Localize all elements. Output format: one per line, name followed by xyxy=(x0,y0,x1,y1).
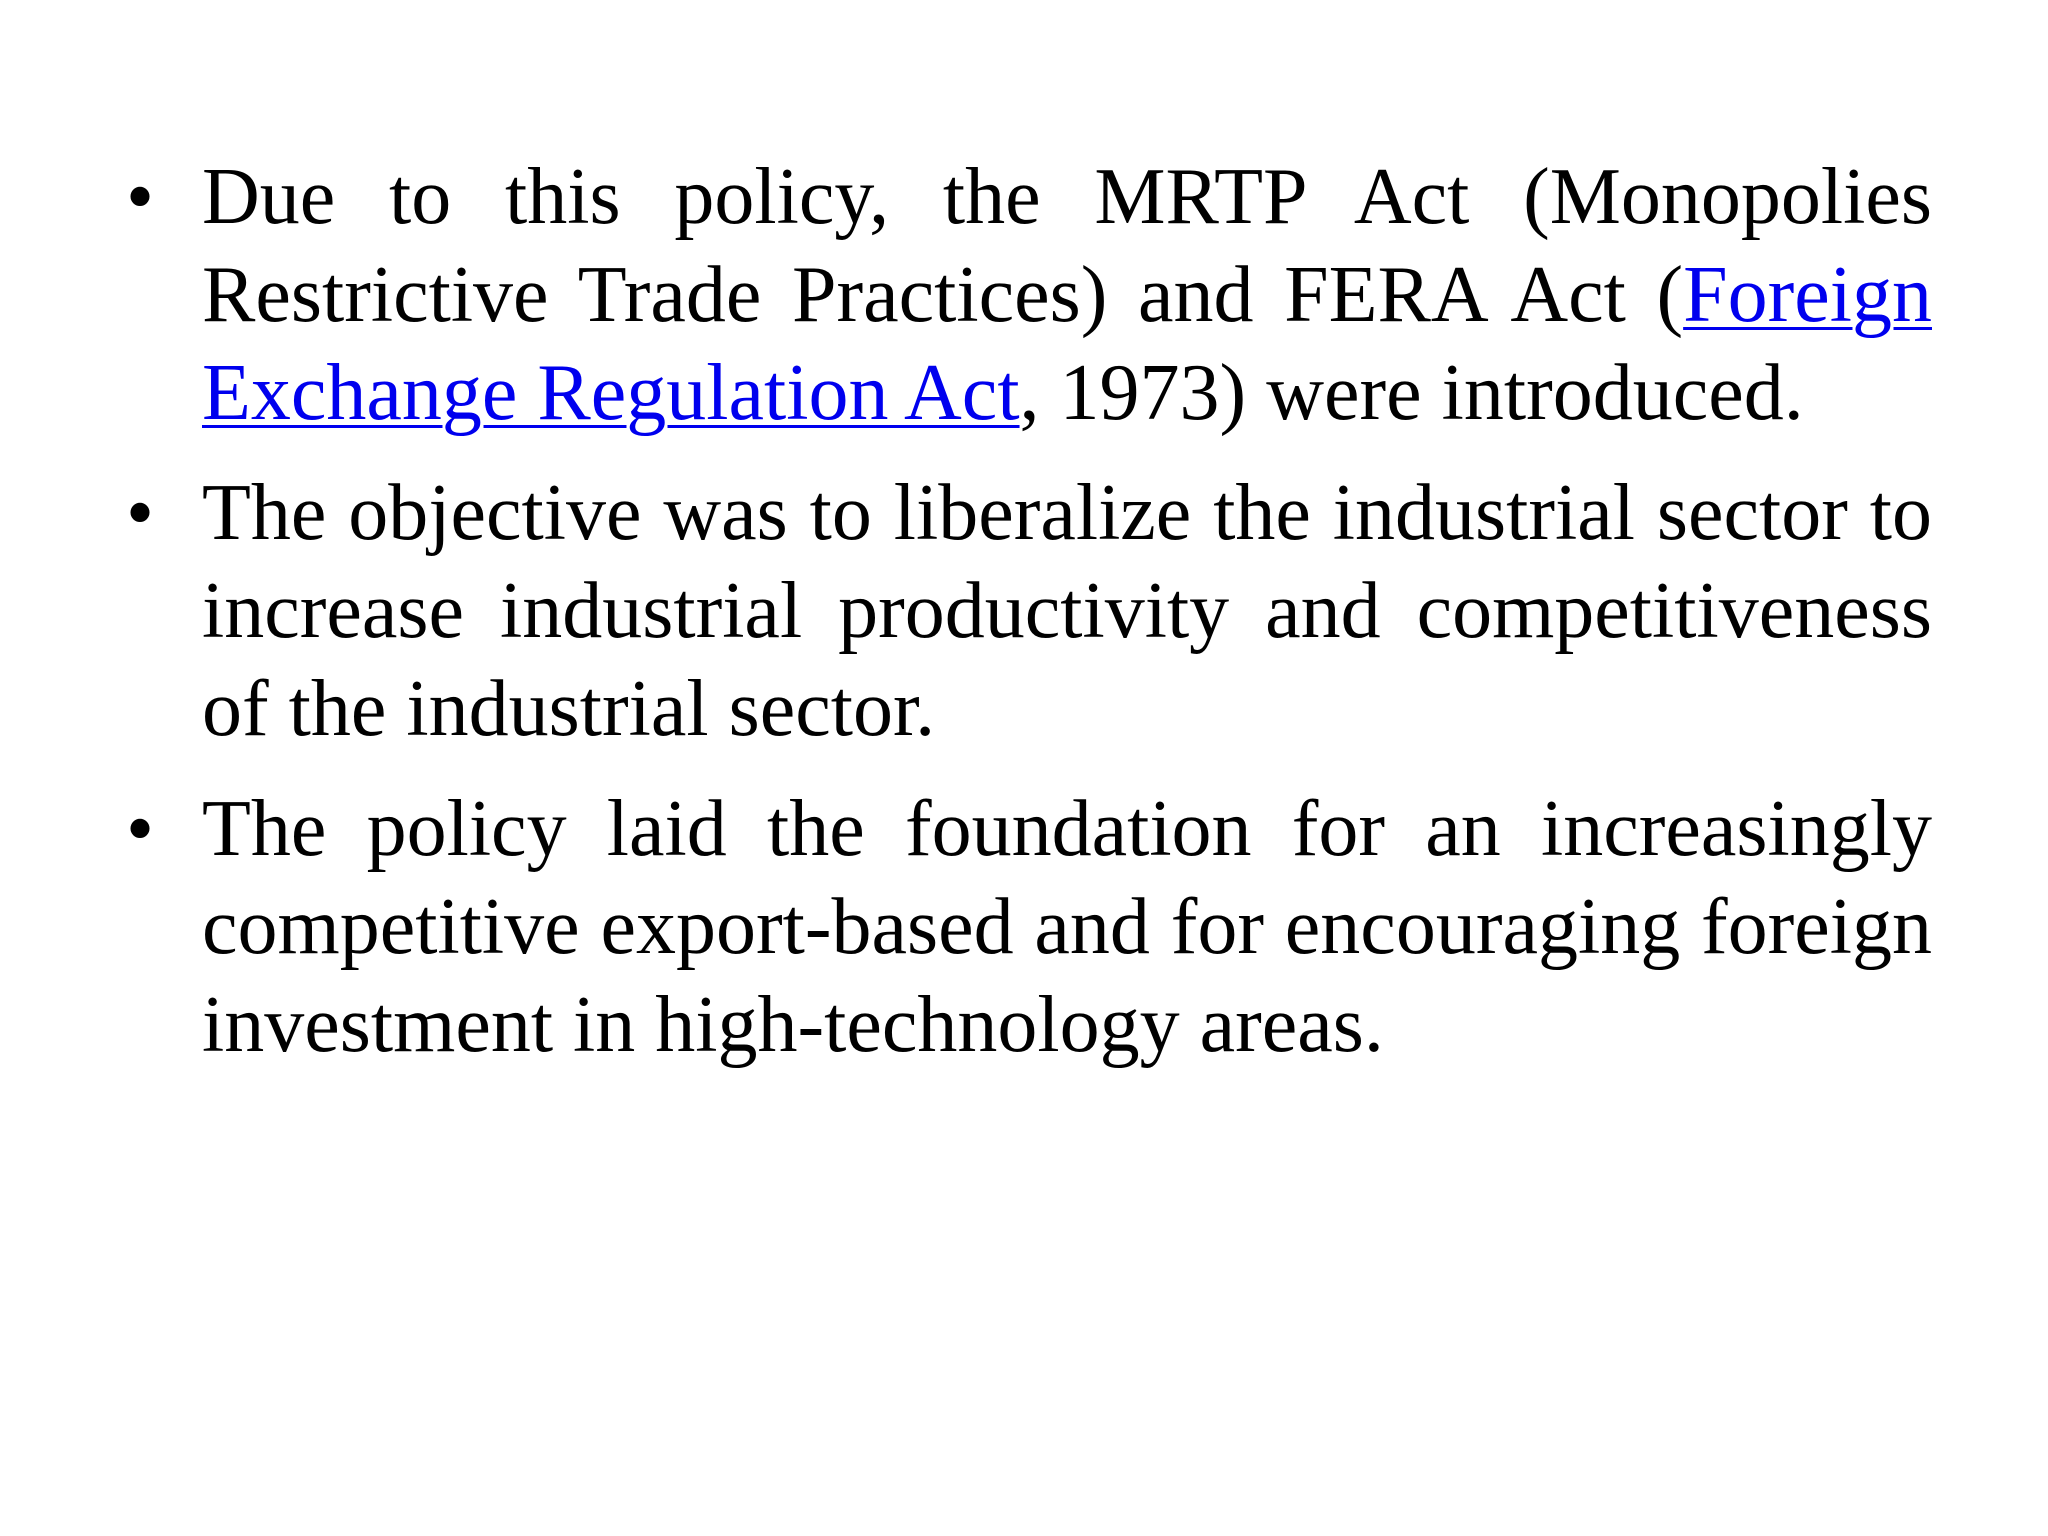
bullet-text-1-after-link: , 1973) were introduced. xyxy=(1019,349,1804,437)
bullet-text-3: The policy laid the foundation for an increasingly competitive export-based and for encouraging foreign investment in high-technology areas. xyxy=(202,785,1932,1069)
bullet-text-1-before-link: Due to this policy, the MRTP Act (Monopolies Restrictive Trade Practices) and FERA Act ( xyxy=(202,153,1932,339)
bullet-text-1 xyxy=(202,148,1932,442)
bullet-icon: • xyxy=(126,153,155,241)
bullet-item-3 xyxy=(126,780,1932,1074)
bullet-item-1 xyxy=(126,148,1932,442)
bullet-text-2: The objective was to liberalize the industrial sector to increase industrial productivity and competitiveness of the industrial sector. xyxy=(202,469,1932,753)
foreign-exchange-regulation-act-link[interactable]: Foreign Exchange Regulation Act xyxy=(202,251,1932,437)
bullet-icon: • xyxy=(126,785,155,873)
bullet-item-2 xyxy=(126,464,1932,758)
bullet-icon: • xyxy=(126,469,155,557)
bullet-list xyxy=(126,148,1932,1096)
